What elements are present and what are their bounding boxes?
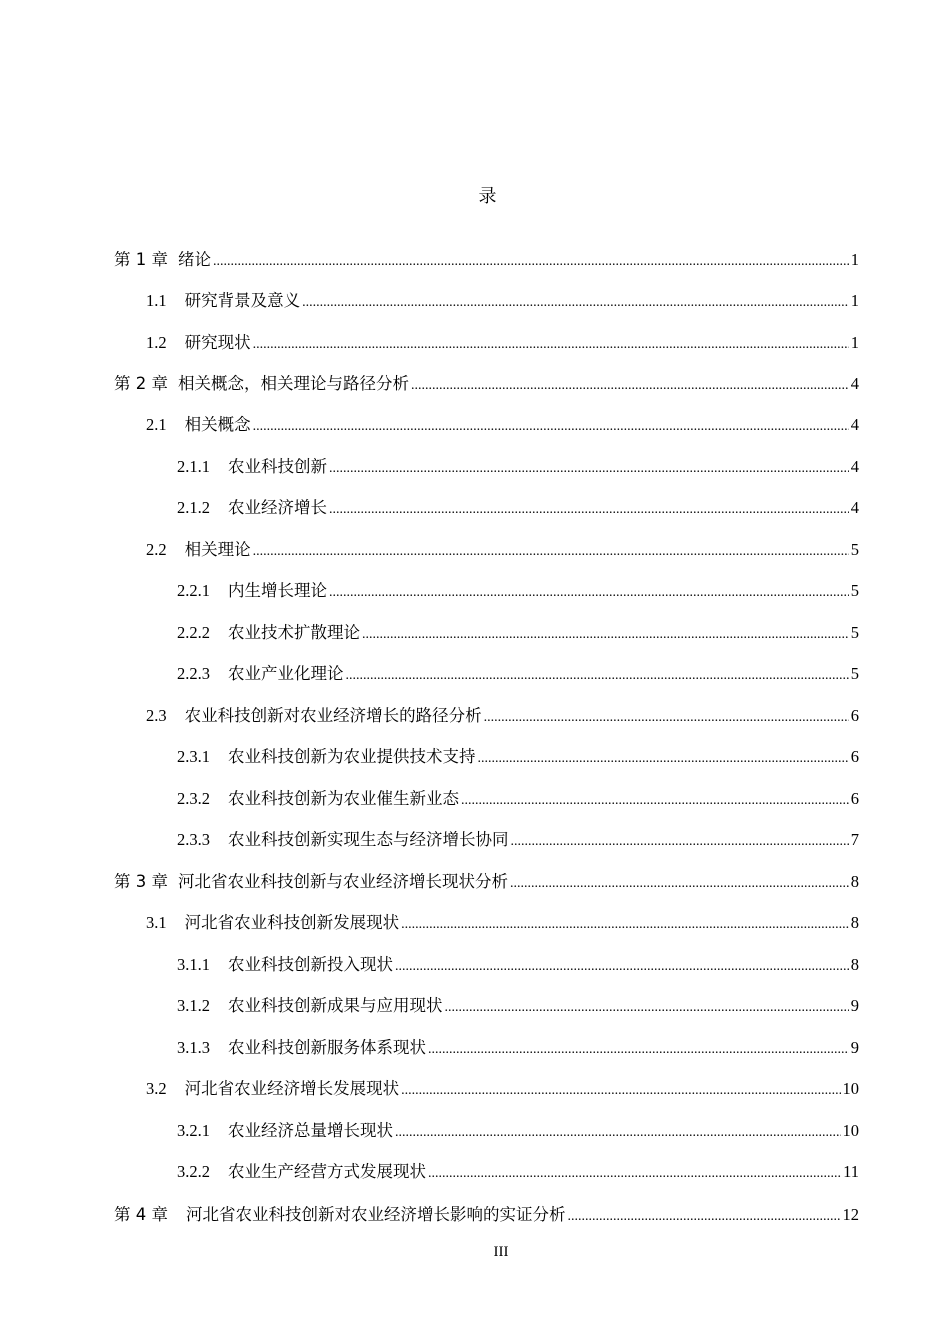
toc-entry-title: 绪论 [178,250,211,269]
toc-leader-dots [346,663,849,685]
toc-leader-dots [401,912,849,934]
toc-entry-page: 10 [842,1121,859,1140]
toc-entry-number: 2.2.1 [177,581,210,600]
toc-entry[interactable] [114,373,859,395]
toc-entry-page: 6 [850,706,859,725]
toc-entry[interactable] [177,456,859,478]
toc-entry-title: 农业科技创新 [228,457,327,476]
page-number-footer: III [493,1244,509,1260]
toc-entry-number: 2.2.3 [177,664,210,683]
toc-entry-title: 农业生产经营方式发展现状 [228,1162,426,1181]
toc-entry[interactable] [146,414,859,436]
toc-entry-page: 11 [843,1162,859,1181]
toc-entry-page: 1 [850,250,859,269]
toc-leader-dots [329,580,849,602]
toc-entry-page: 1 [850,291,859,310]
toc-entry-title: 河北省农业科技创新对农业经济增长影响的实证分析 [186,1205,566,1224]
toc-entry-title: 相关概念，相关理论与路径分析 [178,374,409,393]
toc-entry-number: 3.1.2 [177,996,210,1015]
toc-entry[interactable] [177,995,859,1017]
toc-entry-title: 农业科技创新对农业经济增长的路径分析 [184,706,482,725]
toc-entry-number: 第 1 章 [114,250,168,269]
toc-leader-dots [511,829,849,851]
toc-leader-dots [362,622,849,644]
toc-entry[interactable] [177,663,859,685]
toc-entry-number: 第 3 章 [114,872,168,891]
toc-entry[interactable] [177,622,859,644]
toc-entry-number: 3.2 [146,1079,167,1098]
toc-entry-number: 第 2 章 [114,374,168,393]
toc-entry-title: 农业技术扩散理论 [228,623,360,642]
toc-entry-number: 3.1.1 [177,955,210,974]
toc-leader-dots [401,1078,840,1100]
toc-entry-page: 5 [850,664,859,683]
toc-entry-page: 6 [850,747,859,766]
toc-entry-page: 8 [850,955,859,974]
toc-entry-number: 2.1.2 [177,498,210,517]
toc-entry[interactable] [146,539,859,561]
toc-entry-number: 2.3.3 [177,830,210,849]
toc-leader-dots [484,705,849,727]
toc-entry-page: 5 [850,540,859,559]
toc-entry-number: 2.3.2 [177,789,210,808]
toc-entry-number: 2.2.2 [177,623,210,642]
toc-leader-dots [213,249,849,271]
toc-entry-number: 1.2 [146,333,167,352]
toc-entry[interactable] [114,1204,859,1226]
toc-entry-page: 4 [850,374,859,393]
toc-entry-page: 9 [850,1038,859,1057]
toc-entry[interactable] [177,580,859,602]
toc-entry-title: 农业科技创新投入现状 [228,955,393,974]
toc-leader-dots [329,497,849,519]
toc-entry-number: 第 4 章 [114,1205,168,1224]
toc-entry[interactable] [114,249,859,271]
toc-entry-title: 研究现状 [184,333,251,352]
toc-entry-title: 研究背景及意义 [184,291,301,310]
toc-entry[interactable] [177,1161,859,1183]
toc-entry-title: 农业科技创新服务体系现状 [228,1038,426,1057]
toc-entry[interactable] [177,829,859,851]
toc-leader-dots [253,332,849,354]
toc-entry-number: 2.1.1 [177,457,210,476]
toc-entry-title: 农业科技创新实现生态与经济增长协同 [228,830,509,849]
toc-entry-page: 9 [850,996,859,1015]
toc-entry-page: 6 [850,789,859,808]
toc-leader-dots [428,1037,849,1059]
toc-entry-title: 内生增长理论 [228,581,327,600]
toc-entry-title: 农业科技创新为农业提供技术支持 [228,747,476,766]
toc-leader-dots [510,871,849,893]
toc-leader-dots [411,373,849,395]
toc-entry-page: 8 [850,872,859,891]
toc-entry-title: 农业产业化理论 [228,664,344,683]
toc-leader-dots [253,414,849,436]
toc-entry[interactable] [177,788,859,810]
toc-entry-page: 4 [850,498,859,517]
toc-entry-number: 2.3.1 [177,747,210,766]
toc-entry[interactable] [177,746,859,768]
toc-leader-dots [478,746,849,768]
toc-entry-number: 3.2.2 [177,1162,210,1181]
toc-entry-title: 河北省农业科技创新与农业经济增长现状分析 [178,872,508,891]
toc-leader-dots [395,1120,841,1142]
toc-leader-dots [461,788,849,810]
toc-entry[interactable] [146,1078,859,1100]
toc-leader-dots [253,539,849,561]
toc-leader-dots [395,954,849,976]
toc-entry-page: 1 [850,333,859,352]
toc-entry-page: 7 [850,830,859,849]
toc-entry-title: 农业经济总量增长现状 [228,1121,393,1140]
toc-entry-number: 3.1 [146,913,167,932]
toc-leader-dots [428,1161,841,1183]
toc-entry-number: 2.3 [146,706,167,725]
toc-leader-dots [302,290,849,312]
toc-entry[interactable] [177,954,859,976]
toc-entry-title: 河北省农业经济增长发展现状 [184,1079,400,1098]
toc-entry-number: 2.2 [146,540,167,559]
toc-entry[interactable] [146,332,859,354]
toc-entry-number: 3.2.1 [177,1121,210,1140]
toc-entry-number: 1.1 [146,291,167,310]
toc-entry-title: 相关概念 [184,415,251,434]
toc-entry[interactable] [114,871,859,893]
toc-entry[interactable] [146,912,859,934]
toc-entry[interactable] [177,1120,859,1142]
toc-entry-page: 5 [850,581,859,600]
toc-entry-title: 农业科技创新成果与应用现状 [228,996,443,1015]
toc-entry-number: 3.1.3 [177,1038,210,1057]
toc-entry-page: 4 [850,415,859,434]
toc-leader-dots [445,995,849,1017]
toc-entry-number: 2.1 [146,415,167,434]
toc-entry[interactable] [177,497,859,519]
toc-leader-dots [568,1204,841,1226]
toc-entry-page: 5 [850,623,859,642]
toc-entry[interactable] [177,1037,859,1059]
toc-entry-title: 农业经济增长 [228,498,327,517]
toc-entry-page: 8 [850,913,859,932]
toc-leader-dots [329,456,849,478]
toc-entry-page: 10 [842,1079,859,1098]
toc-entry-page: 12 [842,1205,859,1224]
toc-entry-title: 农业科技创新为农业催生新业态 [228,789,459,808]
toc-entry-title: 相关理论 [184,540,251,559]
toc-entry[interactable] [146,290,859,312]
toc-entry[interactable] [146,705,859,727]
page-title: 录 [478,186,497,207]
toc-entry-page: 4 [850,457,859,476]
toc-entry-title: 河北省农业科技创新发展现状 [184,913,400,932]
